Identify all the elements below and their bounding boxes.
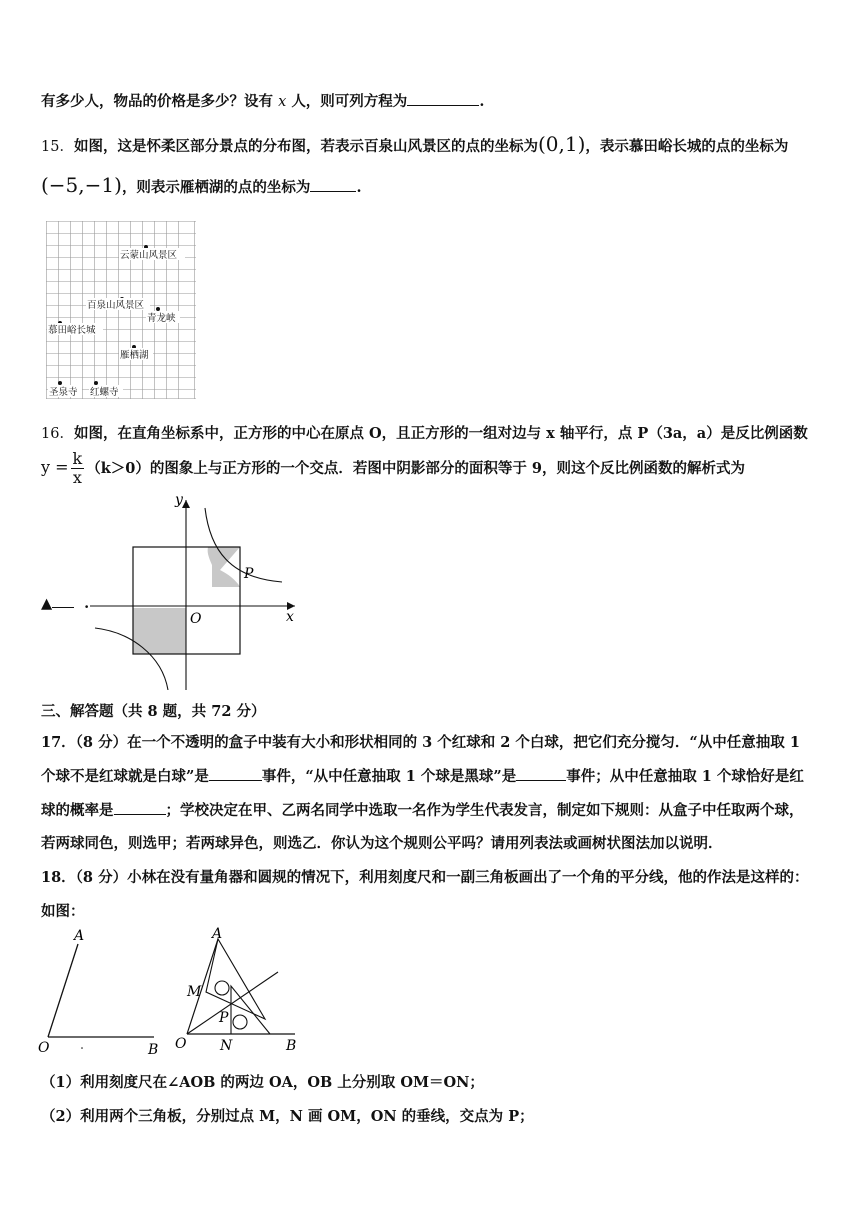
q15-coord2: (−5,−1) [41, 173, 122, 197]
q15-text3: ，则表示雁栖湖的点的坐标为 [121, 179, 311, 196]
label-yunmeng: 云蒙山风景区 [120, 250, 178, 261]
q17-line2c: 事件；从中任意抽取 1 个球恰好是红 [566, 768, 804, 785]
point-p-label: P [244, 566, 254, 582]
q15-map-figure [46, 221, 196, 399]
label-yanqi: 雁栖湖 [120, 350, 149, 361]
label-o: O [38, 1040, 50, 1056]
q16-answer-line [41, 593, 89, 612]
label-a: A [74, 928, 85, 944]
answer-blank [516, 766, 566, 781]
label-baiquan: 百泉山风景区 [87, 300, 145, 311]
label-o: O [175, 1036, 187, 1052]
fraction-numerator: k [72, 449, 83, 468]
top-line-var: x [278, 94, 287, 110]
q15-number: 15． [41, 139, 74, 155]
shaded-region-lower-left [133, 608, 186, 654]
label-shengquan: 圣泉寺 [49, 387, 78, 398]
q15-text1: 如图，这是怀柔区部分景点的分布图，若表示百泉山风景区的点的坐标为 [73, 138, 538, 155]
q17-line3 [41, 799, 804, 820]
triangle-ruler-2 [231, 986, 270, 1034]
triangle-ruler-1 [206, 939, 265, 1019]
ruler-hole-1 [215, 981, 229, 995]
map-points [58, 245, 160, 385]
x-axis-label: x [286, 609, 294, 625]
q18-step1: （1）利用刻度尺在∠AOB 的两边 OA，OB 上分别取 OM＝ON； [41, 1074, 484, 1091]
top-line-post: 人，则可列方程为 [291, 93, 408, 110]
point-qinglong [156, 307, 160, 311]
q16-text1: 如图，在直角坐标系中，正方形的中心在原点 O，且正方形的一组对边与 x 轴平行，点 P（3a，a）是反比例函数 [73, 425, 808, 442]
q16-line2 [41, 450, 745, 487]
q17-line2a: 个球不是红球就是白球”是 [41, 768, 209, 785]
q16-number: 16． [41, 426, 74, 442]
top-line-end: . [479, 93, 485, 110]
q15-line1 [41, 132, 788, 156]
answer-blank [310, 177, 356, 192]
q16-line1 [41, 422, 808, 443]
label-b: B [286, 1038, 297, 1054]
label-a: A [212, 926, 223, 942]
q18-line1: 18．（8 分）小林在没有量角器和圆规的情况下，利用刻度尺和一副三角板画出了一个角的平分线，他的作法是这样的： [41, 869, 809, 886]
q16-end: . [84, 595, 90, 612]
q16-figure [90, 490, 305, 690]
q15-end: . [356, 179, 362, 196]
point-shengquan [58, 381, 62, 385]
point-hongluo [94, 381, 98, 385]
q17-line2b: 事件，“从中任意抽取 1 个球是黑球”是 [261, 768, 517, 785]
answer-blank [407, 91, 479, 106]
label-mutianyu: 慕田峪长城 [48, 325, 96, 336]
answer-blank [209, 766, 262, 781]
q17-line2 [41, 765, 804, 786]
q16-y-eq: y = [41, 457, 69, 477]
ruler-hole-2 [233, 1015, 247, 1029]
q17-line4: 若两球同色，则选甲；若两球异色，则选乙．你认为这个规则公平吗？请用列表法或画树状图法加以说明． [41, 835, 723, 852]
q18-line2: 如图： [41, 903, 85, 920]
q16-text2: （k＞0）的图象上与正方形的一个交点．若图中阴影部分的面积等于 9，则这个反比例函数的解析式为 [86, 459, 746, 477]
answer-blank [52, 593, 74, 608]
q16-fraction [71, 450, 85, 487]
answer-blank [114, 800, 166, 815]
q15-text2: ，表示慕田峪长城的点的坐标为 [585, 138, 789, 155]
q18-step2: （2）利用两个三角板，分别过点 M，N 画 OM，ON 的垂线，交点为 P； [41, 1108, 534, 1125]
label-m: M [187, 984, 202, 1000]
ray-oa [48, 944, 78, 1037]
top-line [41, 90, 484, 111]
q18-construction-figure [170, 924, 305, 1058]
q15-coord1: (0,1) [537, 132, 586, 156]
label-hongluo: 红螺寺 [90, 387, 119, 398]
q17-line1: 17．（8 分）在一个不透明的盒子中装有大小和形状相同的 3 个红球和 2 个白球，把它们充分搅匀．“从中任意抽取 1 [41, 734, 800, 751]
label-b: B [148, 1042, 159, 1056]
q15-line2 [41, 173, 362, 197]
label-p: P [219, 1010, 229, 1026]
bisector [187, 972, 278, 1034]
fraction-denominator: x [72, 468, 82, 487]
section-title: 三、解答题（共 8 题，共 72 分） [41, 703, 266, 720]
q17-line3a: 球的概率是 [41, 802, 114, 819]
label-n: N [220, 1038, 233, 1054]
y-axis-label: y [175, 492, 183, 508]
label-qinglong: 青龙峡 [147, 313, 176, 324]
top-line-pre: 有多少人，物品的价格是多少？设有 [41, 93, 273, 110]
answer-triangle-mark: ▲ [41, 595, 53, 612]
q18-angle-figure [36, 924, 166, 1056]
q17-line3b: ；学校决定在甲、乙两名同学中选取一名作为学生代表发言，制定如下规则：从盒子中任取两个球， [165, 802, 804, 819]
origin-label: O [190, 611, 202, 627]
